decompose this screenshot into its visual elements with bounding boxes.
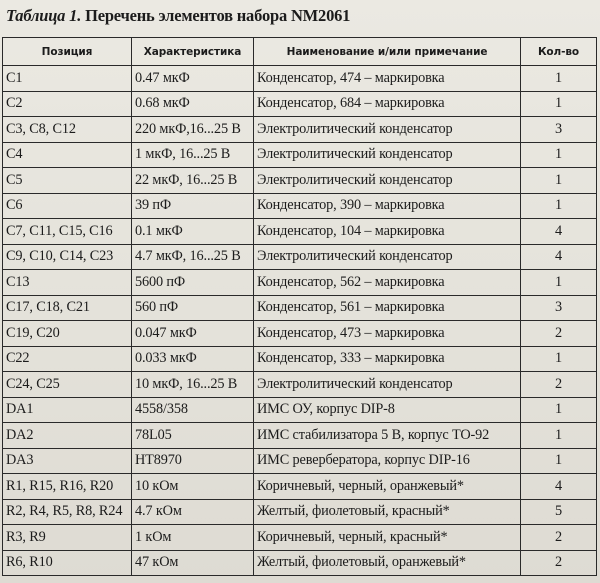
cell-name: Желтый, фиолетовый, оранжевый* xyxy=(254,550,521,576)
cell-quantity: 2 xyxy=(521,321,597,347)
table-row xyxy=(3,423,597,449)
cell-quantity: 1 xyxy=(521,193,597,219)
cell-characteristic: 4.7 кОм xyxy=(132,499,254,525)
cell-quantity: 4 xyxy=(521,219,597,245)
cell-characteristic: 0.68 мкФ xyxy=(132,91,254,117)
cell-name: ИМС ОУ, корпус DIP-8 xyxy=(254,397,521,423)
cell-name: Конденсатор, 562 – маркировка xyxy=(254,270,521,296)
table-row xyxy=(3,219,597,245)
cell-name: Электролитический конденсатор xyxy=(254,244,521,270)
cell-name: Конденсатор, 333 – маркировка xyxy=(254,346,521,372)
header-quantity: Кол-во xyxy=(521,38,597,66)
cell-characteristic: 39 пФ xyxy=(132,193,254,219)
table-row xyxy=(3,550,597,576)
table-title-label: Таблица 1. xyxy=(6,6,82,25)
table-body xyxy=(3,66,597,576)
cell-quantity: 3 xyxy=(521,117,597,143)
cell-position: C1 xyxy=(3,66,132,92)
table-row xyxy=(3,270,597,296)
table-row xyxy=(3,525,597,551)
table-row xyxy=(3,499,597,525)
cell-quantity: 1 xyxy=(521,346,597,372)
table-row xyxy=(3,397,597,423)
cell-quantity: 1 xyxy=(521,270,597,296)
table-row xyxy=(3,142,597,168)
cell-quantity: 1 xyxy=(521,448,597,474)
cell-name: Конденсатор, 684 – маркировка xyxy=(254,91,521,117)
table-row xyxy=(3,372,597,398)
cell-position: R3, R9 xyxy=(3,525,132,551)
cell-position: DA3 xyxy=(3,448,132,474)
table-title xyxy=(6,6,350,26)
table-row xyxy=(3,117,597,143)
table-row xyxy=(3,474,597,500)
cell-quantity: 2 xyxy=(521,525,597,551)
cell-name: Коричневый, черный, оранжевый* xyxy=(254,474,521,500)
cell-quantity: 1 xyxy=(521,423,597,449)
cell-name: Электролитический конденсатор xyxy=(254,372,521,398)
cell-quantity: 3 xyxy=(521,295,597,321)
cell-position: C13 xyxy=(3,270,132,296)
cell-characteristic: 47 кОм xyxy=(132,550,254,576)
cell-quantity: 1 xyxy=(521,168,597,194)
cell-position: C5 xyxy=(3,168,132,194)
cell-name: Желтый, фиолетовый, красный* xyxy=(254,499,521,525)
cell-characteristic: HT8970 xyxy=(132,448,254,474)
cell-position: C22 xyxy=(3,346,132,372)
cell-characteristic: 560 пФ xyxy=(132,295,254,321)
cell-characteristic: 4558/358 xyxy=(132,397,254,423)
header-position: Позиция xyxy=(3,38,132,66)
header-name: Наименование и/или примечание xyxy=(254,38,521,66)
cell-position: C17, C18, C21 xyxy=(3,295,132,321)
cell-name: Конденсатор, 104 – маркировка xyxy=(254,219,521,245)
cell-position: C4 xyxy=(3,142,132,168)
cell-position: R1, R15, R16, R20 xyxy=(3,474,132,500)
components-table xyxy=(2,37,597,576)
cell-quantity: 1 xyxy=(521,142,597,168)
cell-name: Электролитический конденсатор xyxy=(254,142,521,168)
cell-name: Конденсатор, 473 – маркировка xyxy=(254,321,521,347)
cell-quantity: 1 xyxy=(521,66,597,92)
cell-name: Конденсатор, 390 – маркировка xyxy=(254,193,521,219)
cell-name: Конденсатор, 474 – маркировка xyxy=(254,66,521,92)
cell-name: Электролитический конденсатор xyxy=(254,168,521,194)
table-title-text: Перечень элементов набора NM2061 xyxy=(85,6,351,25)
cell-position: C9, C10, C14, C23 xyxy=(3,244,132,270)
cell-characteristic: 0.033 мкФ xyxy=(132,346,254,372)
cell-characteristic: 10 кОм xyxy=(132,474,254,500)
cell-position: C2 xyxy=(3,91,132,117)
cell-position: R6, R10 xyxy=(3,550,132,576)
cell-name: ИМС стабилизатора 5 В, корпус TO-92 xyxy=(254,423,521,449)
cell-name: Конденсатор, 561 – маркировка xyxy=(254,295,521,321)
cell-position: C19, C20 xyxy=(3,321,132,347)
cell-characteristic: 5600 пФ xyxy=(132,270,254,296)
cell-characteristic: 10 мкФ, 16...25 В xyxy=(132,372,254,398)
cell-quantity: 2 xyxy=(521,372,597,398)
cell-characteristic: 22 мкФ, 16...25 В xyxy=(132,168,254,194)
table-row xyxy=(3,168,597,194)
cell-characteristic: 0.47 мкФ xyxy=(132,66,254,92)
cell-characteristic: 4.7 мкФ, 16...25 В xyxy=(132,244,254,270)
cell-quantity: 5 xyxy=(521,499,597,525)
table-row xyxy=(3,193,597,219)
cell-quantity: 2 xyxy=(521,550,597,576)
cell-name: Коричневый, черный, красный* xyxy=(254,525,521,551)
table-row xyxy=(3,346,597,372)
cell-characteristic: 0.047 мкФ xyxy=(132,321,254,347)
table-row xyxy=(3,295,597,321)
table-row xyxy=(3,244,597,270)
cell-characteristic: 1 мкФ, 16...25 В xyxy=(132,142,254,168)
cell-characteristic: 78L05 xyxy=(132,423,254,449)
table-row xyxy=(3,91,597,117)
cell-quantity: 4 xyxy=(521,474,597,500)
table-row xyxy=(3,448,597,474)
table-header-row xyxy=(3,38,597,66)
cell-position: DA1 xyxy=(3,397,132,423)
cell-quantity: 1 xyxy=(521,397,597,423)
table-row xyxy=(3,66,597,92)
cell-name: ИМС ревербератора, корпус DIP-16 xyxy=(254,448,521,474)
cell-position: C6 xyxy=(3,193,132,219)
cell-position: DA2 xyxy=(3,423,132,449)
cell-position: R2, R4, R5, R8, R24 xyxy=(3,499,132,525)
cell-position: C3, C8, C12 xyxy=(3,117,132,143)
table-row xyxy=(3,321,597,347)
cell-characteristic: 220 мкФ,16...25 В xyxy=(132,117,254,143)
cell-name: Электролитический конденсатор xyxy=(254,117,521,143)
cell-position: C7, C11, C15, C16 xyxy=(3,219,132,245)
cell-characteristic: 1 кОм xyxy=(132,525,254,551)
cell-characteristic: 0.1 мкФ xyxy=(132,219,254,245)
cell-quantity: 4 xyxy=(521,244,597,270)
cell-quantity: 1 xyxy=(521,91,597,117)
header-characteristic: Характеристика xyxy=(132,38,254,66)
cell-position: C24, C25 xyxy=(3,372,132,398)
